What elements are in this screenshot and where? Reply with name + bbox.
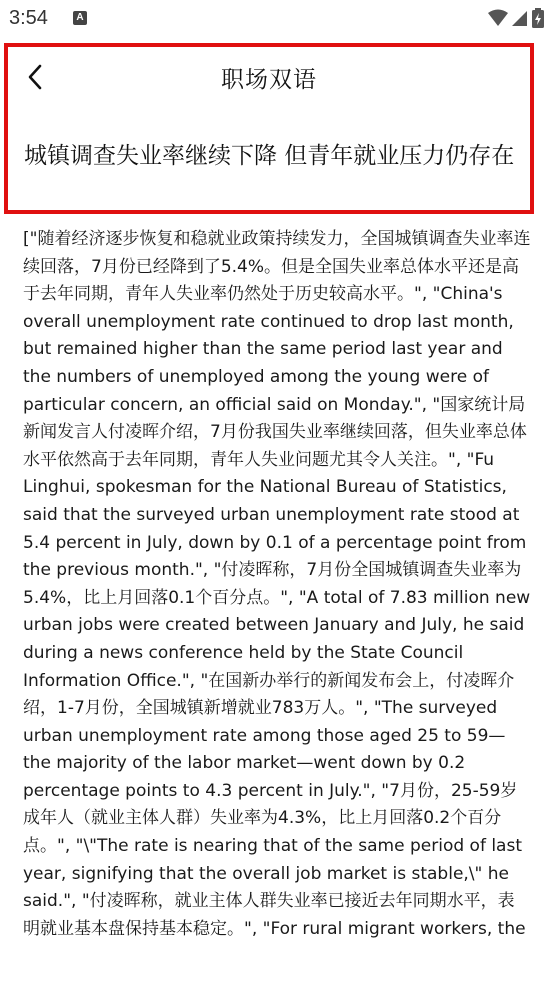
header-highlight-box	[4, 43, 534, 214]
page-title: 职场双语	[221, 67, 317, 93]
battery-icon	[532, 8, 544, 28]
status-icons	[488, 8, 544, 28]
article-title: 城镇调查失业率继续下降 但青年就业压力仍存在	[24, 143, 515, 169]
status-time: 3:54	[9, 7, 48, 29]
article-body: ["随着经济逐步恢复和稳就业政策持续发力，全国城镇调查失业率连续回落，7月份已经降到了5.4%。但是全国失业率总体水平还是高于去年同期，青年人失业率仍然处于历史较高水平。", "China's overall unemployment rate continued to drop last month, but remained higher than the same period last year and the numbers of unemployed among the young were of particular concern, an official said on Monday.", "国家统计局新闻发言人付凌晖介绍，7月份我国失业率继续回落，但失业率总体水平依然高于去年同期，青年人失业问题尤其令人关注。", "Fu Linghui, spokesman for the National Bureau of Statistics, said that the surveyed urban unemployment rate stood at 5.4 percent in July, down by 0.1 of a percentage point from the previous month.", "付凌晖称，7月份全国城镇调查失业率为5.4%，比上月回落0.1个百分点。", "A total of 7.83 million new urban jobs were created between January and July, he said during a news conference held by the State Council Information Office.", "在国新办举行的新闻发布会上，付凌晖介绍，1-7月份，全国城镇新增就业783万人。", "The surveyed urban unemployment rate among those aged 25 to 59—the majority of the labor market—went down by 0.2 percentage points to 4.3 percent in July.", "7月份，25-59岁成年人（就业主体人群）失业率为4.3%，比上月回落0.2个百分点。", "\"The rate is nearing that of the same period of last year, signifying that the overall job market is stable,\" he said.", "付凌晖称，就业主体人群失业率已接近去年同期水平，表明就业基本盘保持基本稳定。", "For rural migrant workers, the	[23, 229, 531, 939]
wifi-icon	[488, 9, 508, 27]
notification-icon: A	[73, 11, 87, 25]
status-bar	[0, 0, 554, 36]
signal-icon	[512, 9, 528, 27]
